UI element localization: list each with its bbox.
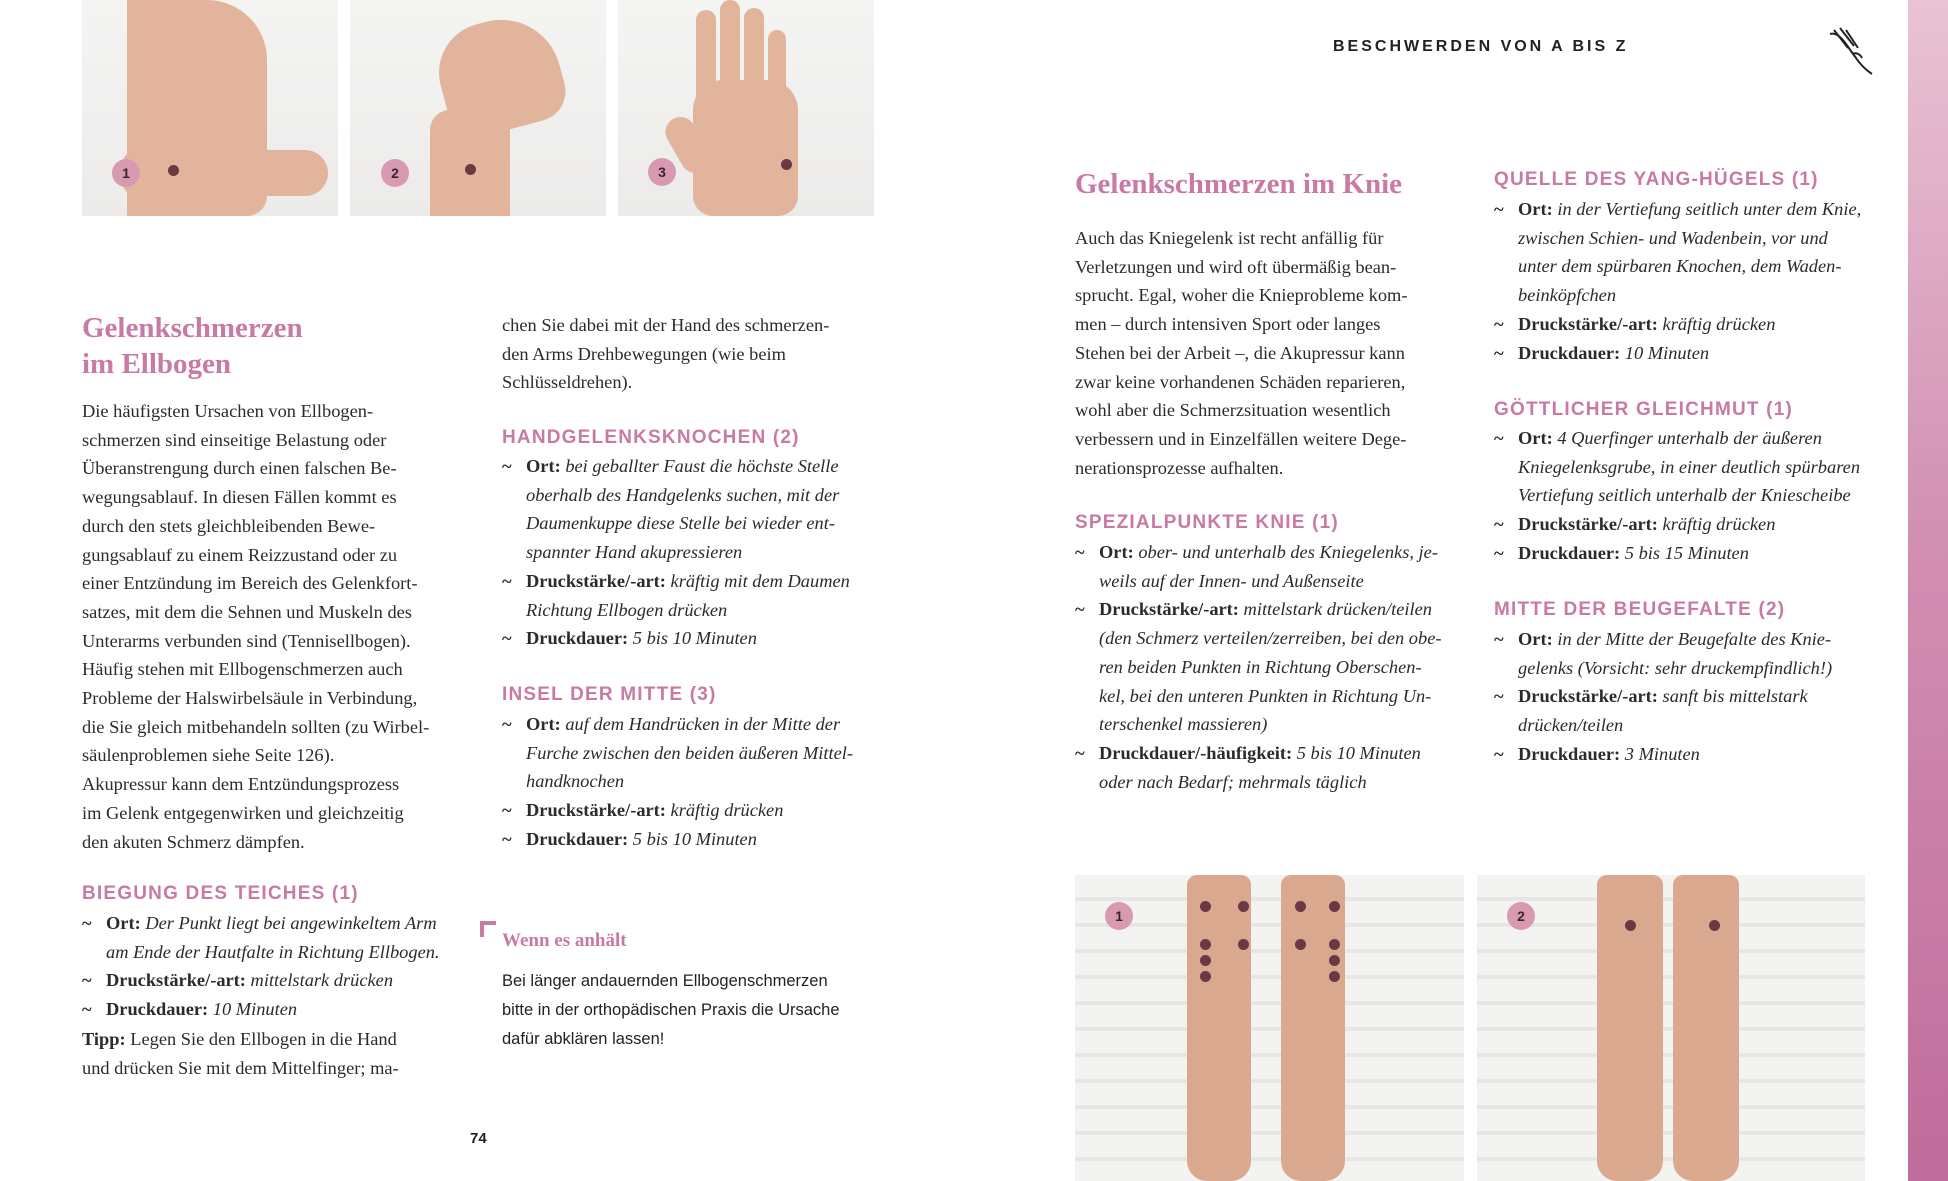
page-number: 74: [470, 1130, 487, 1147]
acupoint-marker: [1200, 971, 1211, 982]
list-item: ~ Druckstärke/-art: sanft bis mittelstark drücken/teilen: [1494, 686, 1808, 736]
list-item: ~ Druckdauer: 5 bis 15 Minuten: [1494, 542, 1749, 563]
list-item: ~ Druckdauer: 10 Minuten: [1494, 342, 1710, 363]
list-item: ~ Druckdauer: 5 bis 10 Minuten: [502, 628, 757, 649]
list-item: ~ Druckstärke/-art: mittelstark drücken: [82, 970, 394, 991]
section-heading: MITTE DER BEUGEFALTE (2): [1494, 599, 1786, 620]
photo-badge: 1: [1105, 902, 1133, 930]
page-title-knie: Gelenkschmerzen im Knie: [1075, 168, 1403, 200]
acupoint-marker: [1238, 901, 1249, 912]
photo-hand: [618, 0, 874, 216]
list-item: ~ Druckstärke/-art: mittelstark drücken/teilen (den Schmerz verteilen/zerreiben, bei den obe- ren beiden Punkten in Richtung Oberschen- kel, bei den unteren Punkten in Richtung Un- terschenkel massieren): [1075, 599, 1442, 735]
acupoint-marker: [781, 159, 792, 170]
section-heading: QUELLE DES YANG-HÜGELS (1): [1494, 169, 1819, 190]
intro-ellbogen: Die häufigsten Ursachen von Ellbogen- schmerzen sind einseitige Belastung oder Überanstrengung durch einen falschen Be- wegungsablauf. In diesen Fällen kommt es durch den stets gleichbleibenden Bewe- gungsablauf zu einem Reizzustand oder zu einer Entzündung im Bereich des Gelenkfort- satzes, mit dem die Sehnen und Muskeln des Unterarms verbunden sind (Tennisellbogen). Häufig stehen mit Ellbogenschmerzen auch Probleme der Halswirbelsäule in Verbindung, die Sie gleich mitbehandeln sollten (zu Wirbel- säulenproblemen siehe Seite 126). Akupressur kann dem Entzündungsprozess im Gelenk entgegenwirken und gleichzeitig den akuten Schmerz dämpfen.: [82, 401, 430, 852]
point-list: [82, 909, 482, 1024]
list-item: ~ Ort: in der Mitte der Beugefalte des Knie- gelenks (Vorsicht: sehr druckempfindlich!): [1494, 629, 1833, 678]
point-list: [502, 452, 902, 653]
list-item: ~ Druckstärke/-art: kräftig mit dem Daumen Richtung Ellbogen drücken: [502, 570, 850, 620]
point-list: [502, 710, 902, 854]
list-item: ~ Ort: auf dem Handrücken in der Mitte der Furche zwischen den beiden äußeren Mittel- handknochen: [502, 714, 854, 792]
acupoint-marker: [1295, 901, 1306, 912]
section-heading: SPEZIALPUNKTE KNIE (1): [1075, 512, 1339, 533]
tip-text: Tipp: Legen Sie den Ellbogen in die Hand und drücken Sie mit dem Mittelfinger; ma-: [82, 1029, 399, 1078]
list-item: ~ Druckdauer: 5 bis 10 Minuten: [502, 828, 757, 849]
list-item: ~ Druckstärke/-art: kräftig drücken: [1494, 313, 1776, 334]
point-list: [1494, 195, 1894, 367]
box-corner-mark: [480, 921, 496, 937]
section-heading: INSEL DER MITTE (3): [502, 684, 717, 705]
list-item: ~ Ort: Der Punkt liegt bei angewinkeltem Arm am Ende der Hautfalte in Richtung Ellbogen.: [82, 913, 440, 962]
list-item: ~ Ort: bei geballter Faust die höchste Stelle oberhalb des Handgelenks suchen, mit der Daumenkuppe diese Stelle bei wieder ent- spannter Hand akupressieren: [502, 456, 840, 563]
acupoint-marker: [1329, 901, 1340, 912]
acupoint-marker: [1238, 939, 1249, 950]
list-item: ~ Druckdauer: 10 Minuten: [82, 999, 298, 1020]
page-title-ellbogen: Gelenkschmerzen im Ellbogen: [82, 312, 303, 380]
section-heading: BIEGUNG DES TEICHES (1): [82, 883, 359, 904]
acupoint-marker: [1709, 920, 1720, 931]
photo-legs-front: [1075, 875, 1464, 1181]
list-item: ~ Druckstärke/-art: kräftig drücken: [502, 800, 784, 821]
photo-badge: 3: [648, 158, 676, 186]
acupoint-marker: [465, 164, 476, 175]
photo-arm: [82, 0, 338, 216]
acupoint-marker: [1295, 939, 1306, 950]
acupoint-marker: [1329, 971, 1340, 982]
photo-wrist: [350, 0, 606, 216]
list-item: ~ Druckdauer: 3 Minuten: [1494, 743, 1700, 764]
photo-badge: 2: [381, 159, 409, 187]
intro-knie: Auch das Kniegelenk ist recht anfällig für Verletzungen und wird oft übermäßig bean- sprucht. Egal, woher die Knieprobleme kom- men – durch intensiven Sport oder langes Stehen bei der Arbeit –, die Akupressur kann zwar keine vorhandenen Schäden reparieren, wohl aber die Schmerzsituation wesentlich verbessern und in Einzelfällen weitere Dege- nerationsprozesse aufhalten.: [1075, 228, 1408, 478]
hand-icon: [1826, 24, 1874, 76]
list-item: ~ Druckdauer/-häufigkeit: 5 bis 10 Minuten oder nach Bedarf; mehrmals täglich: [1075, 742, 1421, 792]
list-item: ~ Ort: ober- und unterhalb des Kniegelenks, je- weils auf der Innen- und Außenseite: [1075, 542, 1438, 591]
section-label: BESCHWERDEN VON A BIS Z: [1333, 38, 1629, 55]
list-item: ~ Ort: 4 Querfinger unterhalb der äußeren Kniegelenksgrube, in einer deutlich spürbaren Vertiefung seitlich unterhalb der Kniescheibe: [1494, 428, 1861, 506]
acupoint-marker: [1625, 920, 1636, 931]
acupoint-marker: [1329, 939, 1340, 950]
continuation-text: chen Sie dabei mit der Hand des schmerzen- den Arms Drehbewegungen (wie beim Schlüsseldrehen).: [502, 315, 830, 393]
photo-badge: 2: [1507, 902, 1535, 930]
list-item: ~ Druckstärke/-art: kräftig drücken: [1494, 514, 1776, 535]
acupoint-marker: [1200, 901, 1211, 912]
box-title: Wenn es anhält: [502, 930, 627, 951]
point-list: [1494, 625, 1894, 769]
list-item: ~ Ort: in der Vertiefung seitlich unter dem Knie, zwischen Schien- und Wadenbein, vor und unter dem spürbaren Knochen, dem Waden- beinköpfchen: [1494, 199, 1862, 306]
point-list: [1494, 424, 1894, 568]
acupoint-marker: [1200, 955, 1211, 966]
photo-badge: 1: [112, 159, 140, 187]
section-heading: HANDGELENKSKNOCHEN (2): [502, 427, 800, 448]
acupoint-marker: [168, 165, 179, 176]
acupoint-marker: [1200, 939, 1211, 950]
acupoint-marker: [1329, 955, 1340, 966]
photo-legs-back: [1477, 875, 1865, 1181]
box-text: Bei länger andauernden Ellbogenschmerzen bitte in der orthopädischen Praxis die Ursache dafür abklären lassen!: [502, 972, 840, 1048]
page-edge-strip: [1908, 0, 1948, 1181]
section-heading: GÖTTLICHER GLEICHMUT (1): [1494, 399, 1794, 420]
point-list: [1075, 538, 1495, 796]
